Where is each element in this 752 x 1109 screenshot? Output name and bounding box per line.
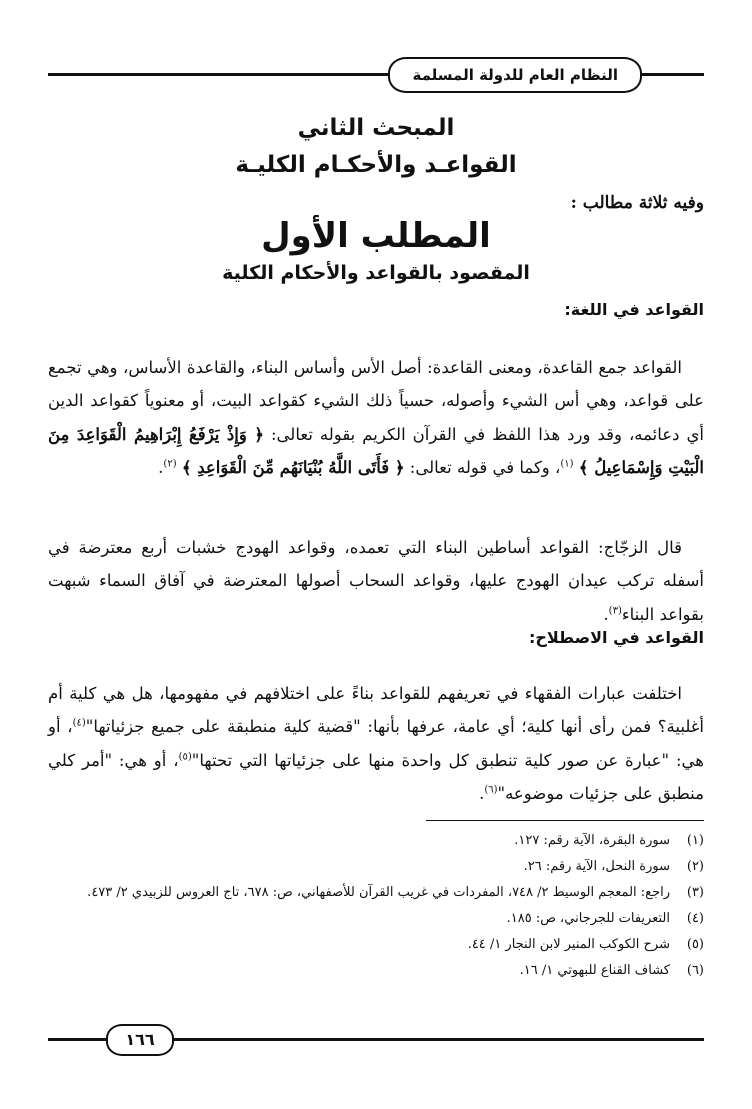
- paragraph-language: القواعد جمع القاعدة، ومعنى القاعدة: أصل الأس وأساس البناء، والقاعدة الأساس، وهي تجمع على قواعد، وهي أس الشيء وأصوله، حسياً ذلك الشيء كقواعد البيت، أو معنوياً كقواعد الدين أي دعائمه، وقد ورد هذا اللفظ في القرآن الكريم بقوله تعالى: ﴿ وَإِذْ يَرْفَعُ إِبْرَاهِيمُ الْقَوَاعِدَ مِنَ الْبَيْتِ وَإِسْمَاعِيلُ ﴾ $^{(١)}$، وكما في قوله تعالى: ﴿ فَأَتَى اللَّهُ بُنْيَانَهُم مِّنَ الْقَوَاعِدِ ﴾ $^{(٢)}$.: [48, 357, 705, 477]
- quran-verse: ﴿ فَأَتَى اللَّهُ بُنْيَانَهُم مِّنَ الْقَوَاعِدِ ﴾: [181, 458, 405, 477]
- quran-verse: ﴿ وَإِذْ يَرْفَعُ إِبْرَاهِيمُ الْقَوَاعِدَ مِنَ الْبَيْتِ وَإِسْمَاعِيلُ ﴾: [48, 424, 704, 477]
- footnotes-list: [48, 828, 704, 984]
- footnote-ref[interactable]: (٥): [178, 751, 192, 762]
- paragraph-zajjaj: قال الزجّاج: القواعد أساطين البناء التي تعمده، وقواعد الهودج خشبات أربع معترضة في أسفله تركب عيدان الهودج عليها، وقواعد السحاب أصولها المعترضة في آفاق السماء شبهت بقواعد البناء$^{(٣)}$.: [48, 537, 704, 624]
- footnote-item: (٤) التعريفات للجرجاني، ص: ١٨٥.: [506, 911, 704, 926]
- footnote-item: (١) سورة البقرة، الآية رقم: ١٢٧.: [514, 833, 704, 848]
- intro-line: وفيه ثلاثة مطالب :: [570, 193, 704, 213]
- page-footer: [48, 1024, 704, 1054]
- chapter-title: القواعـد والأحكـام الكليـة: [235, 152, 517, 178]
- paragraph-terminology: اختلفت عبارات الفقهاء في تعريفهم للقواعد بناءً على اختلافهم في مفهومها، هل هي كلية أم أغلبية؟ فمن رأى أنها كلية؛ أي عامة، عرفها بأنها: "قضية كلية منطبقة على جميع جزئياتها"$^{(٤)}$، أو هي: "عبارة عن صور كلية تنطبق كل واحدة منها على جزئياتها التي تحتها"$^{(٥)}$، أو هي: "أمر كلي منطبق على جزئيات موضوعه"$^{(٦)}$.: [48, 683, 704, 803]
- footnote-item: (٥) شرح الكوكب المنير لابن النجار ١/ ٤٤.: [467, 937, 704, 952]
- footnote-ref[interactable]: (٦): [484, 784, 498, 796]
- footnote-item: (٦) كشاف القناع للبهوتي ١/ ١٦.: [519, 963, 704, 978]
- subsection-title-language: القواعد في اللغة:: [564, 300, 704, 319]
- section-heading: المطلب الأول: [261, 216, 491, 256]
- section-title: المقصود بالقواعد والأحكام الكلية: [222, 262, 530, 284]
- footnote-ref[interactable]: (١): [560, 458, 574, 470]
- page-number: ١٦٦: [106, 1024, 174, 1056]
- footnote-item: (٢) سورة النحل، الآية رقم: ٢٦.: [523, 859, 704, 874]
- chapter-heading: المبحث الثاني: [297, 115, 455, 141]
- footnote-ref[interactable]: (٢): [163, 458, 177, 470]
- footnote-ref[interactable]: (٣): [608, 605, 622, 616]
- footnote-ref[interactable]: (٤): [72, 717, 86, 729]
- subsection-title-terminology: القواعد في الاصطلاح:: [528, 628, 704, 647]
- book-title: النظام العام للدولة المسلمة: [388, 57, 642, 93]
- footnote-separator: [426, 820, 704, 821]
- footnote-item: (٣) راجع: المعجم الوسيط ٢/ ٧٤٨، المفردات في غريب القرآن للأصفهاني، ص: ٦٧٨، تاج العروس للزبيدي ٢/ ٤٧٣.: [87, 885, 704, 900]
- running-header: [48, 54, 704, 94]
